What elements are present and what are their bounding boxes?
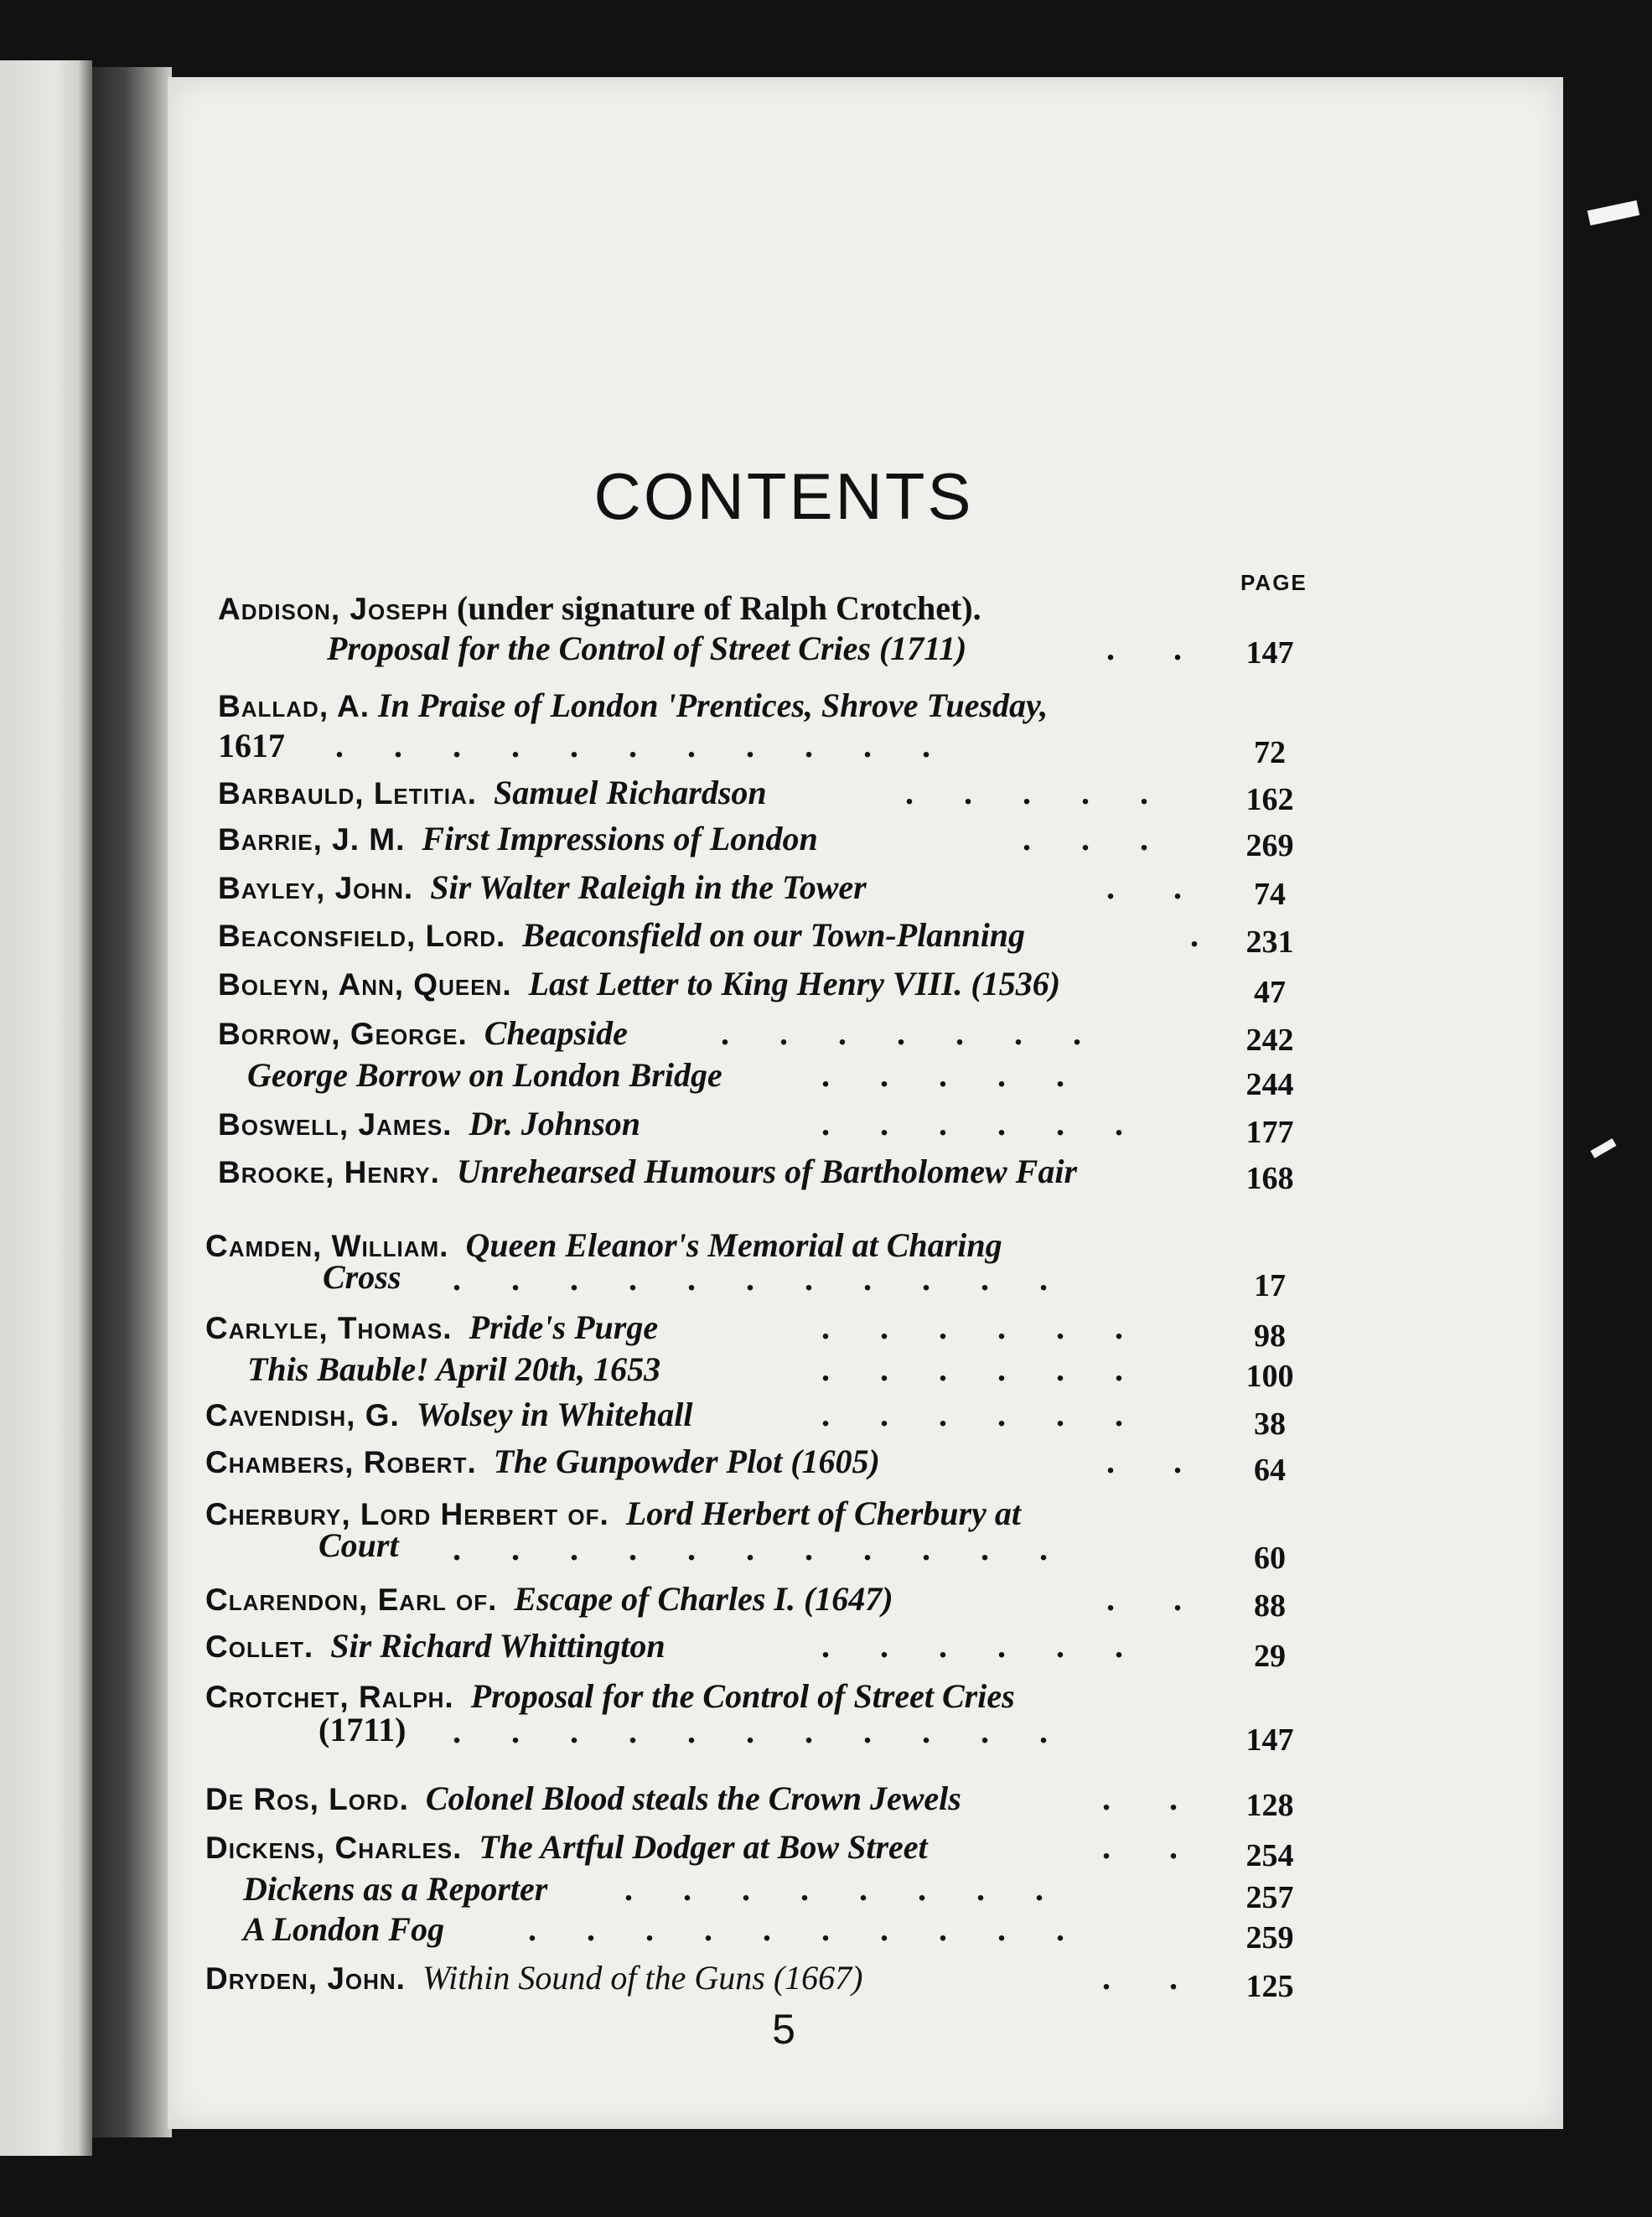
toc-page-number: 88 [1254,1588,1286,1624]
toc-work: The Artful Dodger at Bow Street [479,1828,928,1866]
toc-page-number: 98 [1254,1318,1286,1354]
leader-dots: . . [1106,868,1182,906]
toc-work: Samuel Richardson [494,774,767,811]
toc-page-number: 100 [1245,1359,1294,1394]
toc-work: Within Sound of the Guns (1667) [422,1959,863,1997]
toc-entry [243,1909,444,1950]
leader-dots: . . . . . . . . . . . [453,1712,1048,1750]
toc-work: Queen Eleanor's Memorial at Charing [465,1226,1002,1264]
toc-work: Colonel Blood steals the Crown Jewels [425,1779,961,1817]
page-folio: 5 [772,2006,795,2053]
toc-page-number: 254 [1245,1838,1294,1873]
toc-entry [218,588,981,629]
toc-author: Collet. [205,1629,314,1664]
toc-entry [218,1013,628,1054]
toc-work-cont: (1711) [318,1711,407,1748]
toc-entry [205,1827,928,1868]
toc-entry [205,1442,880,1483]
toc-entry [205,1395,692,1436]
toc-page-number: 60 [1254,1541,1286,1576]
toc-page-number: 162 [1245,782,1294,817]
toc-author: Chambers, Robert. [205,1445,477,1479]
toc-author: Beaconsfield, Lord. [218,919,506,953]
toc-page-number: 168 [1245,1161,1294,1196]
toc-author: Borrow, George. [218,1017,468,1051]
toc-author: Boleyn, Ann, Queen. [218,967,512,1002]
scan-speck [1587,200,1639,225]
leader-dots: . . . . . . [821,1308,1123,1346]
contents-page [168,77,1563,2129]
toc-page-number: 257 [1245,1880,1294,1915]
toc-author: Clarendon, Earl of. [205,1582,498,1617]
toc-note: (under signature of Ralph Crotchet). [457,589,981,627]
book-gutter [92,67,172,2137]
toc-author: Barbauld, Letitia. [218,776,478,811]
toc-entry-continuation [323,1257,401,1298]
toc-work: Lord Herbert of Cherbury at [625,1494,1021,1532]
toc-page-number: 269 [1245,828,1294,863]
toc-entry [218,868,867,909]
toc-work: Beaconsfield on our Town-Planning [522,916,1026,954]
leader-dots: . . . . . [905,774,1148,811]
toc-author: Dryden, John. [205,1961,406,1996]
toc-work-year: 1617 [218,727,285,764]
toc-entry [218,915,1025,956]
toc-author: Camden, William. [205,1229,449,1263]
toc-entry [218,1152,1077,1193]
toc-work: Dickens as a Reporter [243,1870,548,1908]
toc-author: Brooke, Henry. [218,1155,440,1189]
toc-work: Proposal for the Control of Street Cries (1711) [327,629,967,667]
toc-entry [247,1349,660,1390]
toc-work: The Gunpowder Plot (1605) [493,1443,880,1480]
toc-entry [218,1104,640,1145]
leader-dots: . . [1102,1779,1178,1817]
toc-work: This Bauble! April 20th, 1653 [247,1350,661,1388]
leader-dots: . . [1102,1828,1178,1866]
toc-page-number: 72 [1254,735,1286,770]
leader-dots: . . . . . . . . [624,1870,1044,1908]
toc-work: First Impressions of London [422,820,818,857]
toc-author: Barrie, J. M. [218,822,406,857]
leader-dots: . . . . . . . . . . . [453,1530,1048,1567]
toc-author: Ballad, A. [218,689,370,723]
leader-dots: . . . . . . . . . . . [335,727,930,764]
toc-entry [218,686,1048,727]
leader-dots: . . . . . . [821,1396,1123,1433]
toc-entry-continuation [218,726,285,766]
toc-author: Bayley, John. [218,871,414,905]
toc-work: Cheapside [484,1014,628,1052]
toc-entry [243,1869,547,1909]
toc-entry [205,1958,863,1999]
toc-work: A London Fog [243,1910,445,1948]
leader-dots: . . . . . . . . . . . [453,1260,1048,1298]
toc-page-number: 38 [1254,1406,1286,1442]
toc-work: Pride's Purge [469,1308,659,1346]
toc-page-number: 231 [1245,925,1294,960]
toc-work: George Borrow on London Bridge [247,1056,722,1094]
toc-work: Sir Richard Whittington [330,1627,665,1665]
leader-dots: . . [1106,1443,1182,1480]
adjacent-page-edge [0,60,92,2156]
toc-page-number: 128 [1245,1788,1294,1823]
toc-entry [205,1579,893,1620]
toc-page-number: 177 [1245,1115,1294,1150]
toc-work: Sir Walter Raleigh in the Tower [430,868,867,906]
toc-page-number: 259 [1245,1920,1294,1955]
toc-page-number: 242 [1245,1023,1294,1058]
toc-work: Unrehearsed Humours of Bartholomew Fair [456,1153,1078,1190]
toc-author: Dickens, Charles. [205,1831,463,1865]
toc-author: Addison, Joseph [218,592,449,626]
leader-dots: . . . . . . . [721,1014,1081,1052]
toc-entry [218,773,767,814]
toc-page-number: 29 [1254,1639,1286,1674]
leader-dots: . . [1102,1959,1178,1997]
leader-dots: . . . . . . [821,1350,1123,1388]
page-title: CONTENTS [593,459,974,533]
toc-entry [218,819,818,860]
toc-author: Boswell, James. [218,1107,453,1142]
toc-work-cont: Court [318,1526,399,1564]
toc-work: Escape of Charles I. (1647) [514,1580,893,1618]
leader-dots: . . . . . . [821,1105,1123,1142]
leader-dots: . . . . . [821,1056,1064,1094]
toc-entry [205,1308,658,1349]
toc-entry [205,1626,665,1667]
toc-work: Wolsey in Whitehall [416,1396,693,1433]
toc-page-number: 17 [1254,1268,1286,1303]
toc-entry [218,964,1060,1005]
leader-dots: . . . [1023,820,1148,857]
scan-speck [1591,1138,1617,1158]
leader-dots: . [1190,916,1199,954]
toc-entry [247,1055,722,1096]
leader-dots: . . . . . . . . . . [528,1910,1064,1948]
toc-entry-continuation [327,629,966,669]
leader-dots: . . . . . . [821,1627,1123,1665]
toc-page-number: 47 [1254,975,1286,1010]
toc-page-number: 64 [1254,1453,1286,1488]
toc-author: Cherbury, Lord Herbert of. [205,1497,609,1531]
toc-work: Last Letter to King Henry VIII. (1536) [528,965,1061,1002]
toc-page-number: 125 [1245,1969,1294,2004]
toc-entry-continuation [318,1710,406,1750]
toc-author: Crotchet, Ralph. [205,1680,454,1714]
toc-work-cont: Cross [323,1258,401,1296]
leader-dots: . . [1106,629,1182,667]
toc-work: Dr. Johnson [469,1105,641,1142]
page-column-header: PAGE [1240,570,1308,595]
toc-work: Proposal for the Control of Street Cries [470,1677,1015,1715]
toc-page-number: 244 [1245,1067,1294,1102]
toc-author: Cavendish, G. [205,1398,400,1432]
toc-page-number: 147 [1245,1722,1294,1758]
toc-entry-continuation [318,1525,399,1566]
toc-page-number: 74 [1254,877,1286,912]
toc-page-number: 147 [1245,635,1294,671]
toc-author: Carlyle, Thomas. [205,1311,453,1345]
toc-work: In Praise of London 'Prentices, Shrove Tuesday, [378,686,1049,724]
toc-author: De Ros, Lord. [205,1782,409,1816]
toc-entry [205,1779,961,1820]
leader-dots: . . [1106,1580,1182,1618]
